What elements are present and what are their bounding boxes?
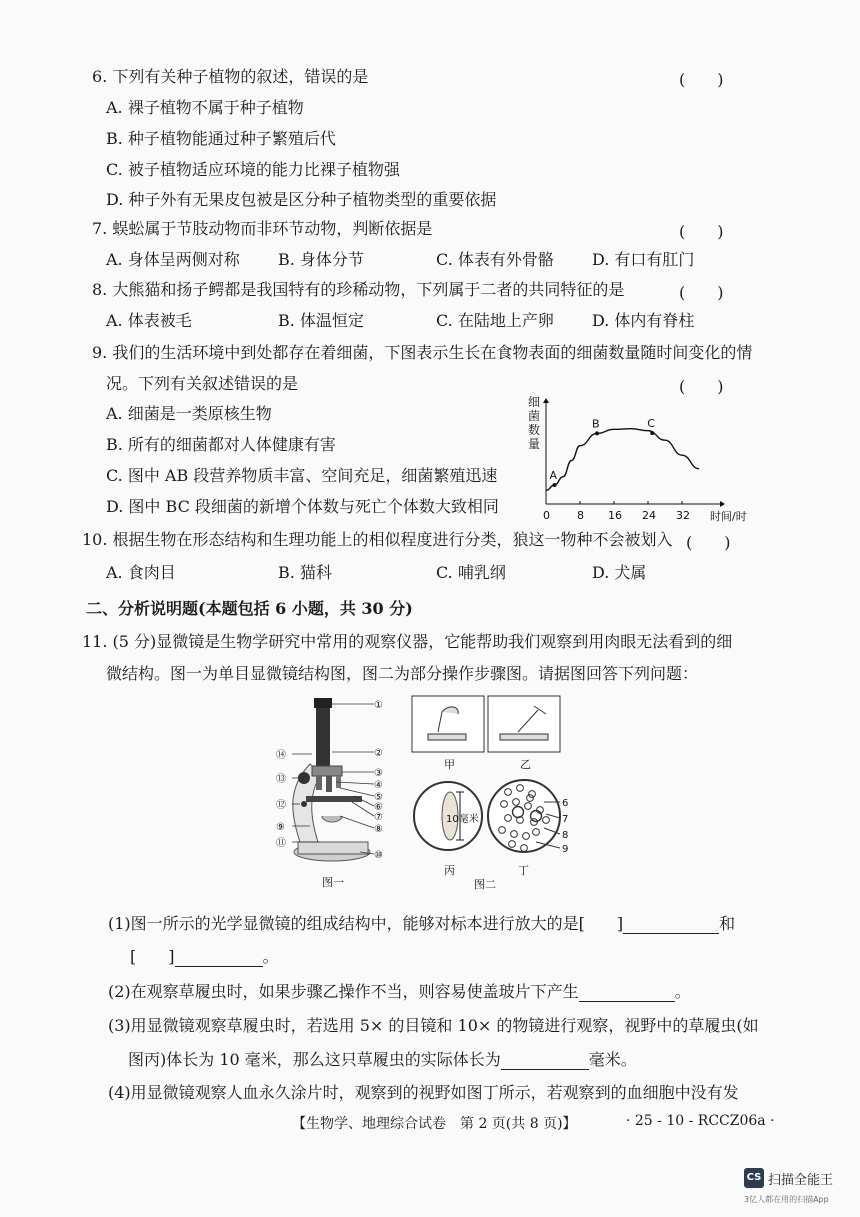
footer-code: · 25 - 10 - RCCZ06a ·	[626, 1113, 775, 1129]
q11-stem-line2: 微结构。图一为单目显微镜结构图，图二为部分操作步骤图。请据图回答下列问题：	[106, 664, 699, 683]
scope-mirror	[322, 816, 342, 822]
scope-base-block	[298, 842, 368, 854]
ding-label-9: 9	[562, 844, 569, 855]
step-jia-label: 甲	[444, 758, 455, 771]
footer-page-info: 【生物学、地理综合试卷 第 2 页(共 8 页)】	[292, 1116, 577, 1132]
curve-point-label-c: C	[647, 417, 655, 431]
scope-label-l4: ⑪	[276, 838, 286, 849]
step-jia-box	[412, 696, 484, 752]
x-tick-label: 8	[577, 509, 584, 522]
view-ding-circle	[488, 780, 560, 852]
q11-sub3-text: 图丙)体长为 10 毫米，那么这只草履虫的实际体长为	[128, 1050, 501, 1069]
microscope-figure	[270, 692, 400, 892]
q9-stem-line1: 9. 我们的生活环境中到处都存在着细菌，下图表示生长在食物表面的细菌数量随时间变化的情	[92, 343, 753, 362]
q7-option-b: B. 身体分节	[278, 250, 364, 269]
q8-stem: 8. 大熊猫和扬子鳄都是我国特有的珍稀动物，下列属于二者的共同特征的是	[92, 280, 625, 299]
q9-answer-paren: ( )	[679, 377, 724, 396]
scope-label-r5: ⑥	[374, 802, 383, 813]
curve-point-a	[553, 483, 557, 487]
x-axis-label: 时间/时	[710, 510, 747, 522]
y-axis-label-char: 量	[528, 437, 541, 451]
scope-fine-knob	[301, 801, 307, 807]
x-tick-label: 32	[676, 509, 690, 522]
q11-sub1-blank1[interactable]	[623, 933, 719, 934]
scope-objective-2	[326, 776, 332, 792]
q8-option-b: B. 体温恒定	[278, 311, 364, 330]
scope-label-r4: ⑤	[374, 792, 383, 803]
q11-sub1-text: (1)图一所示的光学显微镜的组成结构中，能够对标本进行放大的是[ ]	[108, 914, 624, 933]
scope-label-r1: ②	[374, 748, 383, 759]
step-yi-label: 乙	[520, 758, 531, 771]
scope-label-l1: ⑬	[276, 774, 286, 785]
q8-option-c: C. 在陆地上产卵	[436, 311, 554, 330]
scope-nosepiece	[312, 766, 342, 776]
q7-stem: 7. 蜈蚣属于节肢动物而非环节动物，判断依据是	[92, 219, 433, 238]
scale-label: 10毫米	[446, 814, 479, 825]
curve-point-label-b: B	[592, 417, 600, 431]
q9-stem-line2: 况。下列有关叙述错误的是	[106, 374, 299, 393]
x-tick-label: 0	[543, 509, 550, 522]
x-axis-arrow	[720, 501, 725, 507]
q11-sub2-end: 。	[674, 982, 691, 1001]
operation-steps-figure	[408, 692, 588, 892]
fig1-caption: 图一	[322, 876, 344, 889]
q9-option-b: B. 所有的细菌都对人体健康有害	[106, 435, 336, 454]
y-axis-label-char: 菌	[528, 409, 541, 423]
q8-option-a: A. 体表被毛	[106, 311, 192, 330]
x-tick-label: 16	[608, 509, 622, 522]
chart-axes	[543, 398, 725, 507]
q11-sub3-end: 毫米。	[588, 1050, 637, 1069]
curve-point-c	[650, 431, 654, 435]
q8-answer-paren: ( )	[679, 283, 724, 302]
q11-sub3-line2	[128, 1050, 637, 1070]
q11-sub1-and: 和	[719, 914, 736, 933]
ding-label-8: 8	[562, 830, 569, 841]
scope-label-l2: ⑫	[276, 800, 286, 811]
q11-sub1-line2	[130, 947, 279, 967]
q6-answer-paren: ( )	[679, 70, 724, 89]
scope-label-r0: ①	[374, 700, 383, 711]
scope-eyepiece	[314, 698, 332, 708]
scope-stage	[306, 796, 362, 802]
q7-option-d: D. 有口有肛门	[592, 250, 695, 269]
q10-option-a: A. 食肉目	[106, 563, 176, 582]
curve-point-b	[595, 431, 599, 435]
q6-option-c: C. 被子植物适应环境的能力比裸子植物强	[106, 160, 400, 179]
q11-sub3-blank[interactable]	[501, 1069, 589, 1070]
y-axis-label-char: 数	[528, 423, 541, 437]
y-axis-label-char: 细	[528, 395, 541, 409]
q10-option-b: B. 猫科	[278, 563, 332, 582]
q9-option-d: D. 图中 BC 段细菌的新增个体数与死亡个体数大致相同	[106, 497, 499, 516]
q11-sub1-blank2[interactable]	[175, 966, 263, 967]
q6-stem: 6. 下列有关种子植物的叙述，错误的是	[92, 67, 369, 86]
q10-option-c: C. 哺乳纲	[436, 563, 506, 582]
ding-label-7: 7	[562, 814, 569, 825]
scope-label-r3: ④	[374, 780, 383, 791]
growth-curve	[546, 429, 699, 491]
step-bing-label: 丙	[444, 864, 455, 877]
q11-sub3-line1: (3)用显微镜观察草履虫时，若选用 5× 的目镜和 10× 的物镜进行观察，视野中的草履虫(如	[108, 1016, 759, 1035]
ding-label-6: 6	[562, 798, 569, 809]
q9-option-c: C. 图中 AB 段营养物质丰富、空间充足，细菌繁殖迅速	[106, 466, 498, 485]
bacteria-growth-chart	[498, 392, 748, 522]
scanner-app-name: 扫描全能王	[768, 1173, 834, 1188]
step-ding-label: 丁	[518, 864, 529, 877]
q7-option-c: C. 体表有外骨骼	[436, 250, 554, 269]
q10-option-d: D. 犬属	[592, 563, 647, 582]
scope-label-r6: ⑦	[374, 812, 383, 823]
fig2-caption: 图二	[474, 878, 496, 891]
q6-option-a: A. 裸子植物不属于种子植物	[106, 98, 304, 117]
q10-stem: 10. 根据生物在形态结构和生理功能上的相似程度进行分类，狼这一物种不会被划入	[82, 530, 673, 549]
x-tick-label: 24	[642, 509, 656, 522]
q11-sub2-blank[interactable]	[579, 1001, 675, 1002]
q11-sub1-end: 。	[262, 947, 279, 966]
scope-label-r2: ③	[374, 768, 383, 779]
y-axis-arrow	[543, 398, 549, 403]
scanner-app-tagline: 3亿人都在用的扫描App	[744, 1195, 829, 1204]
q10-answer-paren: ( )	[686, 533, 731, 552]
q11-sub1-line1	[108, 914, 735, 934]
q7-answer-paren: ( )	[679, 222, 724, 241]
q11-sub2-text: (2)在观察草履虫时，如果步骤乙操作不当，则容易使盖玻片下产生	[108, 982, 579, 1001]
scope-tube	[316, 704, 330, 766]
q11-sub1-bracket: [ ]	[130, 947, 175, 966]
q11-sub4-line1: (4)用显微镜观察人血永久涂片时，观察到的视野如图丁所示，若观察到的血细胞中没有发	[108, 1083, 739, 1102]
step-yi-box	[488, 696, 560, 752]
scope-objective-1	[316, 776, 322, 790]
q6-option-b: B. 种子植物能通过种子繁殖后代	[106, 129, 336, 148]
q11-stem-line1: 11. (5 分)显微镜是生物学研究中常用的观察仪器，它能帮助我们观察到用肉眼无法看到的细	[82, 632, 733, 651]
scope-label-r8: ⑩	[374, 850, 383, 861]
section-2-title: 二、分析说明题(本题包括 6 小题，共 30 分)	[86, 599, 413, 618]
q11-sub2-line	[108, 982, 691, 1002]
q7-option-a: A. 身体呈两侧对称	[106, 250, 240, 269]
q6-option-d: D. 种子外有无果皮包被是区分种子植物类型的重要依据	[106, 190, 497, 209]
scanner-logo-icon: CS	[744, 1168, 764, 1188]
scope-label-r7: ⑧	[374, 824, 383, 835]
q9-option-a: A. 细菌是一类原核生物	[106, 404, 272, 423]
scope-label-l0: ⑭	[276, 750, 286, 761]
scope-label-l3: ⑨	[276, 822, 285, 833]
q8-option-d: D. 体内有脊柱	[592, 311, 695, 330]
curve-point-label-a: A	[549, 469, 558, 482]
